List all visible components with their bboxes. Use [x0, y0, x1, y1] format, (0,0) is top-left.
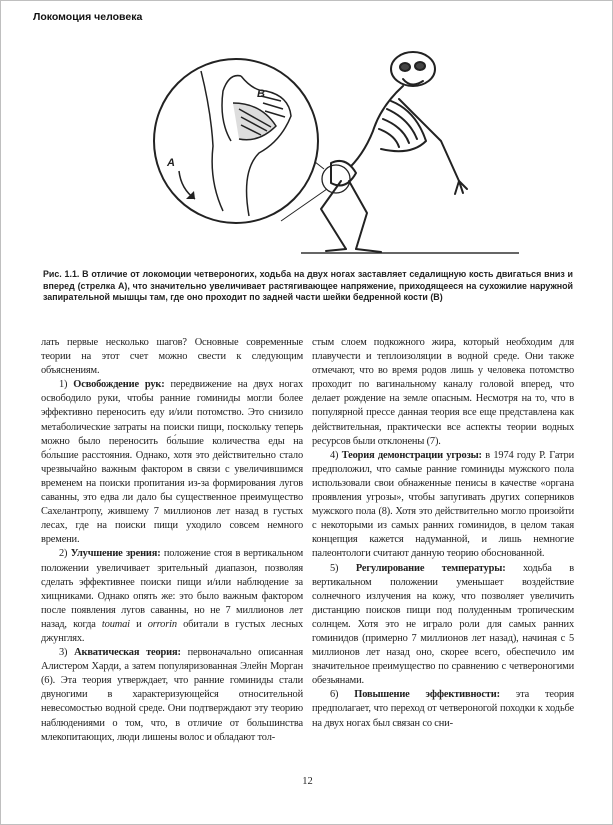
text-column-left — [41, 336, 303, 745]
figure-skeleton-illustration — [141, 31, 521, 266]
paragraph-hands: 1) Освобождение рук: передвижение на двух ногах освободило руки, чтобы ранние гоминиды могли более эффективно переносить еду и/или потомство. Это снизило метаболические затраты на поиски пищи, поскольку теперь можно было переносить бо́льшие количества еды на бо́льшие расстояния. Однако, хотя это действительно стало чрезвычайно важным фактором в связи с увеличившимся временем на поиски пропитания из-за формирования лугов саванны, это едва ли дало бы существенное преимущество Сахелантропу, жившему 7 миллионов лет назад в густых лесах, где на поиски пищи уходило совсем немного времени. — [41, 379, 303, 546]
running-head: Локомоция человека — [33, 11, 143, 23]
paragraph-aquatic: 3) Акватическая теория: первоначально описанная Алистером Харди, а затем популяризованная Элейн Морган (6). Эта теория утверждает, что ранние гоминиды стали двуногими в характеризующейся относительной невесомостью водной среде. Они подтверждают эту теорию наблюдениями о том, что, в отличие от большинства млекопитающих, люди лишены волос и обладают тол- — [41, 647, 303, 743]
theory-title: Освобождение рук: — [73, 379, 165, 391]
paragraph-vision: 2) Улучшение зрения: положение стоя в вертикальном положении увеличивает зрительный диапазон, позволяя сделать эффективнее поиски пищи и/или наблюдение за хищниками. Однако опять же: это было важным фактором после появления лугов саванны, но не 7 миллионов лет назад, когда toumai и orrorin обитали в густых лесных джунглях. — [41, 548, 304, 644]
figure-label-a: A — [167, 157, 175, 169]
theory-title: Акватическая теория: — [74, 647, 181, 659]
paragraph: стым слоем подкожного жира, который необходим для плавучести и теплоизоляции в водной среде. Они также отмечают, что во время родов лишь у человека потомство проходит по вагинальному каналу головой вперед, что делает рождение на земле опасным. Несмотря на то, что в популярной прессе данная теория все еще представлена как действительная, практически все аспекты теории водных ресурсов были отклонены (7). — [312, 337, 574, 447]
figure-caption: Рис. 1.1. В отличие от локомоции четвероногих, ходьба на двух ногах заставляет седалищную кость двигаться вниз и вперед (стрелка А), что значительно увеличивает растягивающее напряжение, приходящееся на сухожилие наружной запирательной мышцы там, где оно проходит по задней части шейки бедренной кости (В) — [43, 269, 573, 303]
page-number: 12 — [302, 776, 313, 787]
paragraph: лать первые несколько шагов? Основные современные теории на этот счет можно свести к следующим объяснениям. — [41, 337, 303, 377]
theory-title: Повышение эффективности: — [354, 689, 500, 701]
paragraph-temperature: 5) Регулирование температуры: ходьба в вертикальном положении уменьшает воздействие солнечного излучения на кожу, что позволяет увеличить дистанцию поисков пищи под полуденным тропическим солнцем. Хотя это не играло роли для самых ранних гоминидов (примерно 7 миллионов лет назад), начиная с 5 миллионов лет назад оно, скорее всего, обеспечило им значительное преимущество по сравнению с четвероногими обезьянами. — [312, 562, 574, 687]
paragraph-threat: 4) Теория демонстрации угрозы: в 1974 году Р. Гатри предположил, что самые ранние гоминиды мужского пола использовали свои обнаженные пенисы в качестве «органа проявления угрозы», чтобы запугивать других соперников мужского пола (8). Хотя это действительно могло произойти с некоторыми из самых ранних гоминидов, в целом такая концепция кажется надуманной, и лишь немногие палеонтологи считают данную теорию обоснованной. — [312, 449, 575, 560]
paragraph-efficiency: 6) Повышение эффективности: эта теория предполагает, что переход от четвероногой походки к ходьбе на двух ногах был связан со сни- — [312, 689, 574, 729]
theory-title: Регулирование температуры: — [355, 562, 506, 574]
theory-title: Теория демонстрации угрозы: — [341, 449, 482, 461]
figure-label-b: B — [257, 88, 265, 100]
theory-title: Улучшение зрения: — [70, 548, 161, 560]
text-column-right — [312, 336, 574, 731]
